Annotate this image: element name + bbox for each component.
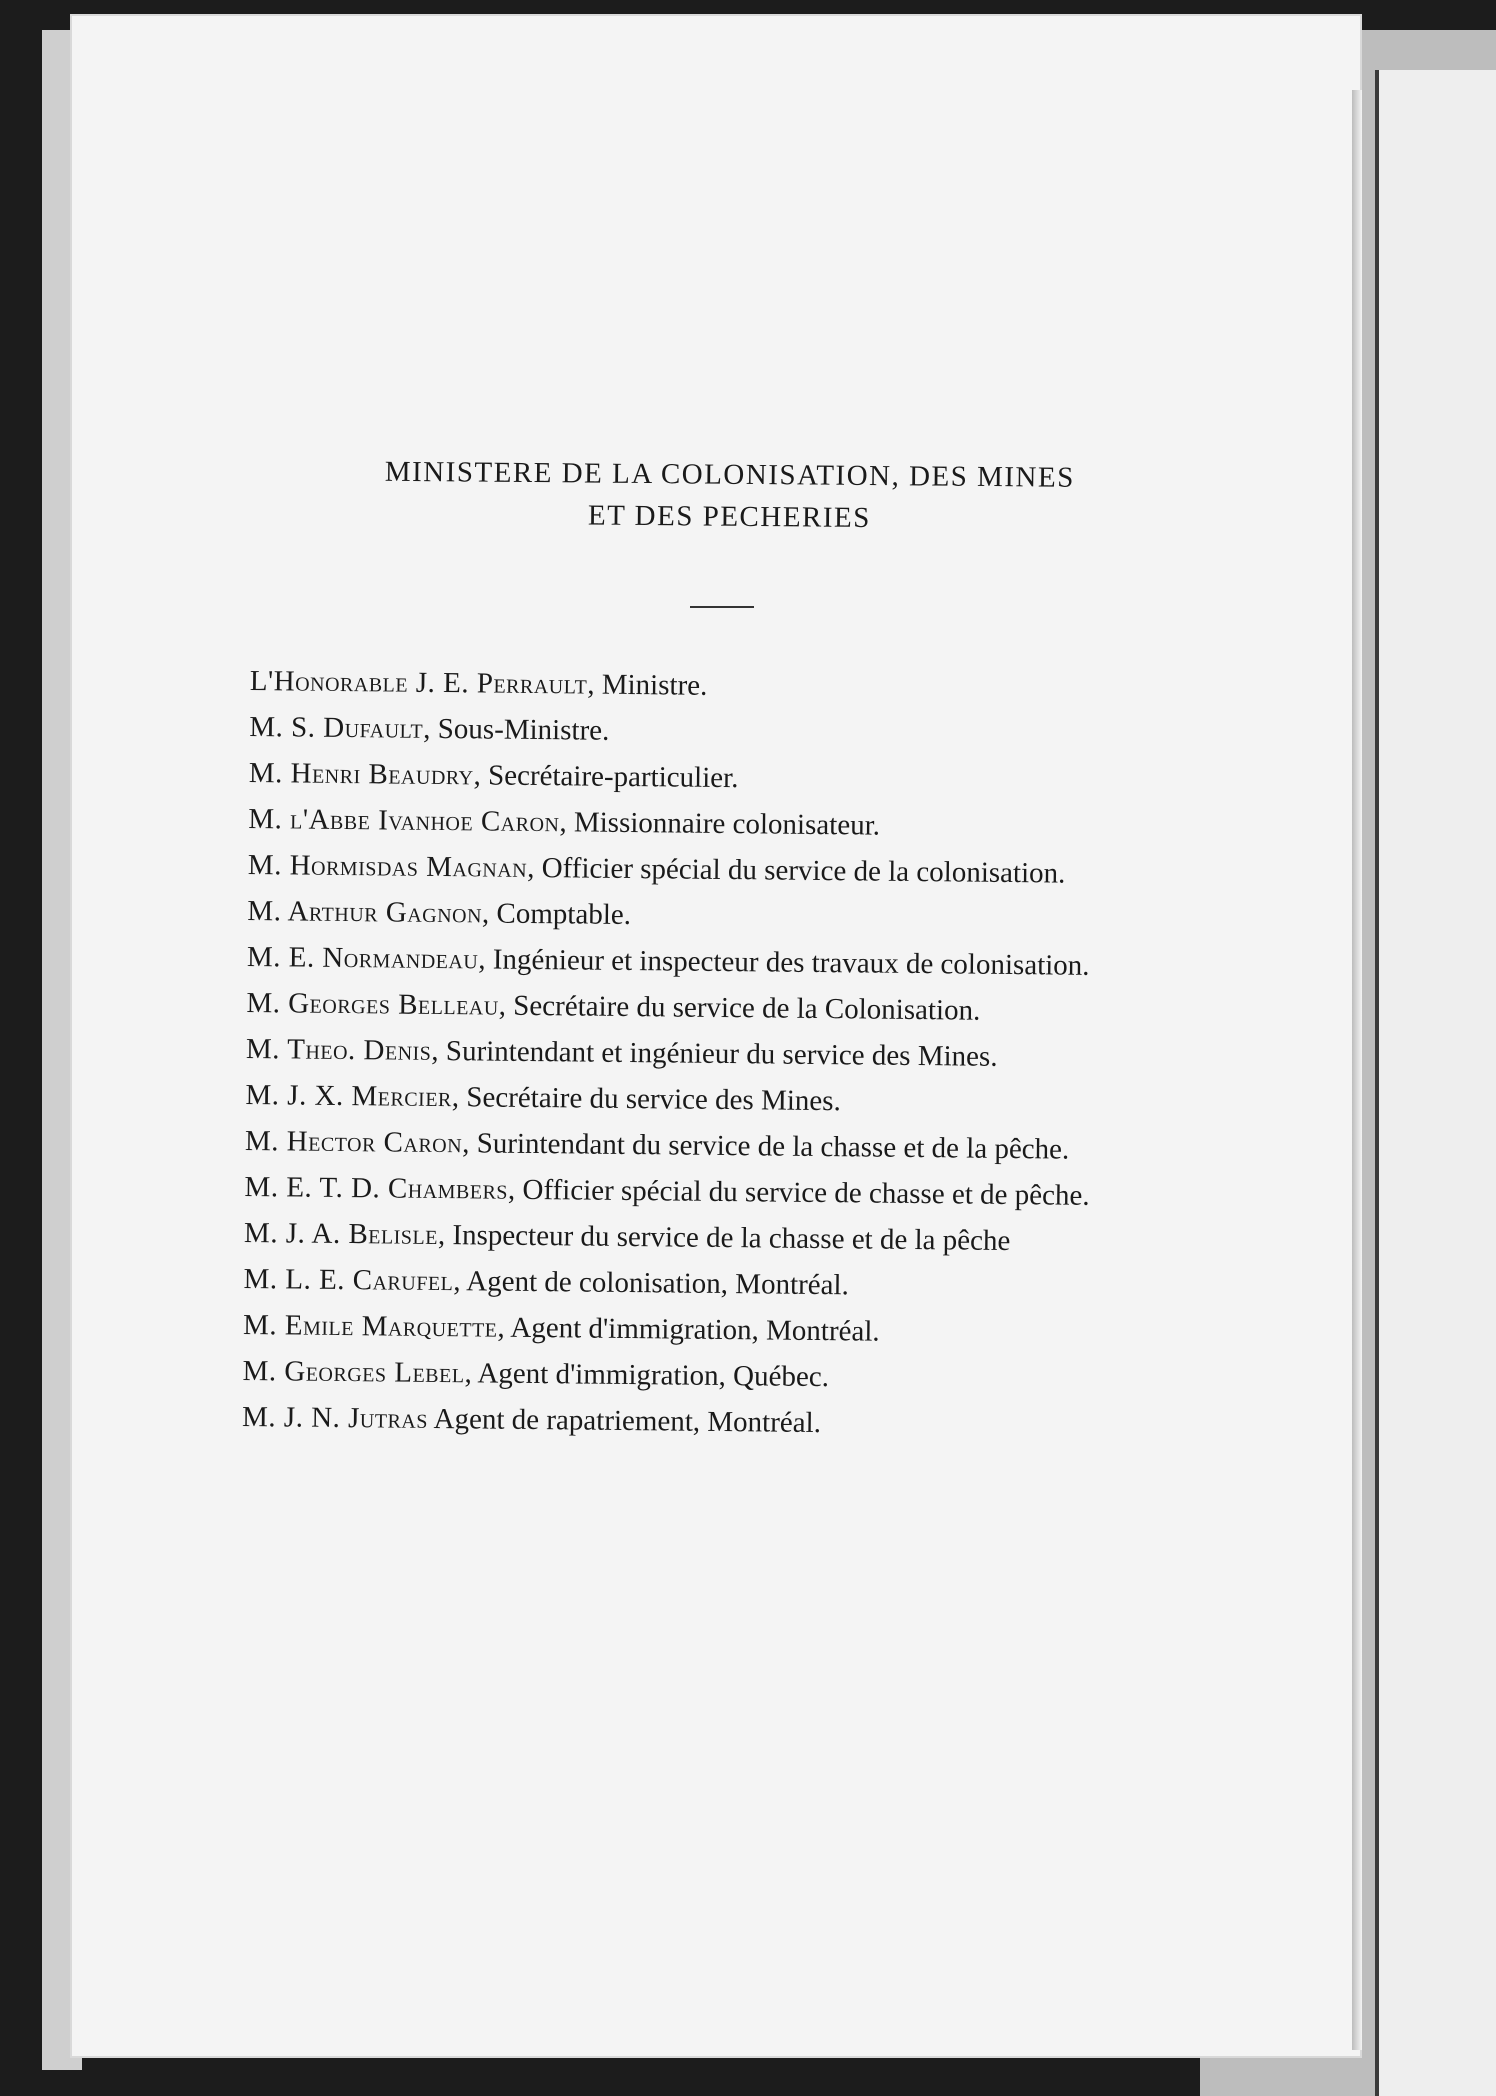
person-name: M. Henri Beaudry <box>248 756 474 792</box>
person-name: M. J. N. Jutras <box>241 1400 429 1435</box>
person-name: M. Georges Belleau <box>246 986 499 1022</box>
person-role: , Ingénieur et inspecteur des travaux de colonisation. <box>478 943 1090 982</box>
person-name: L'Honorable J. E. Perrault <box>249 664 588 701</box>
person-name: M. Emile Marquette <box>242 1308 498 1344</box>
person-role: , Sous-Ministre. <box>423 712 610 747</box>
person-name: M. J. X. Mercier <box>245 1078 453 1114</box>
person-role: , Comptable. <box>481 897 632 932</box>
person-role: , Missionnaire colonisateur. <box>559 806 881 842</box>
list-item <box>247 892 1205 940</box>
person-name: M. J. A. Belisle <box>243 1216 439 1251</box>
list-item <box>244 1214 1202 1262</box>
page-gutter-shadow <box>1352 90 1362 2050</box>
person-role: , Agent d'immigration, Québec. <box>464 1357 830 1394</box>
list-item <box>247 938 1205 986</box>
person-role: , Secrétaire-particulier. <box>473 759 739 795</box>
list-item <box>242 1352 1200 1400</box>
page-heading <box>299 450 1160 542</box>
person-role: Agent de rapatriement, Montréal. <box>427 1402 822 1440</box>
heading-divider <box>690 606 754 608</box>
person-name: M. Hector Caron <box>244 1124 463 1160</box>
staff-list <box>242 662 1200 1454</box>
list-item <box>246 984 1204 1032</box>
person-name: M. Arthur Gagnon <box>247 894 483 930</box>
heading-line-1: MINISTERE DE LA COLONISATION, DES MINES <box>384 455 1075 494</box>
person-role: , Secrétaire du service des Mines. <box>451 1081 841 1118</box>
person-name: M. l'Abbe Ivanhoe Caron <box>248 802 560 839</box>
person-role: , Ministre. <box>587 668 708 702</box>
list-item <box>243 1306 1201 1354</box>
person-role: , Agent d'immigration, Montréal. <box>497 1311 880 1348</box>
facing-page-edge <box>1375 70 1496 2096</box>
person-name: M. S. Dufault <box>249 710 424 745</box>
person-role: , Inspecteur du service de la chasse et de la pêche <box>437 1219 1011 1257</box>
person-role: , Officier spécial du service de la colonisation. <box>527 851 1066 890</box>
list-item <box>249 708 1207 756</box>
list-item <box>242 1398 1200 1446</box>
person-name: M. Georges Lebel <box>242 1354 465 1390</box>
person-name: M. E. Normandeau <box>246 940 479 976</box>
person-name: M. L. E. Carufel <box>243 1262 454 1298</box>
list-item <box>249 754 1207 802</box>
person-role: , Surintendant et ingénieur du service des Mines. <box>431 1034 998 1073</box>
heading-line-2: ET DES PECHERIES <box>587 499 872 534</box>
list-item <box>245 1122 1203 1170</box>
list-item <box>248 846 1206 894</box>
list-item <box>245 1076 1203 1124</box>
list-item <box>243 1260 1201 1308</box>
person-role: , Surintendant du service de la chasse et de la pêche. <box>461 1127 1070 1166</box>
person-role: , Officier spécial du service de chasse et de pêche. <box>507 1173 1090 1212</box>
person-name: M. Hormisdas Magnan <box>247 848 528 884</box>
person-name: M. Theo. Denis <box>245 1032 432 1067</box>
person-role: , Secrétaire du service de la Colonisation. <box>498 989 981 1027</box>
person-name: M. E. T. D. Chambers <box>244 1170 509 1206</box>
list-item <box>248 800 1206 848</box>
person-role: , Agent de colonisation, Montréal. <box>453 1265 849 1302</box>
list-item <box>246 1030 1204 1078</box>
list-item <box>244 1168 1202 1216</box>
